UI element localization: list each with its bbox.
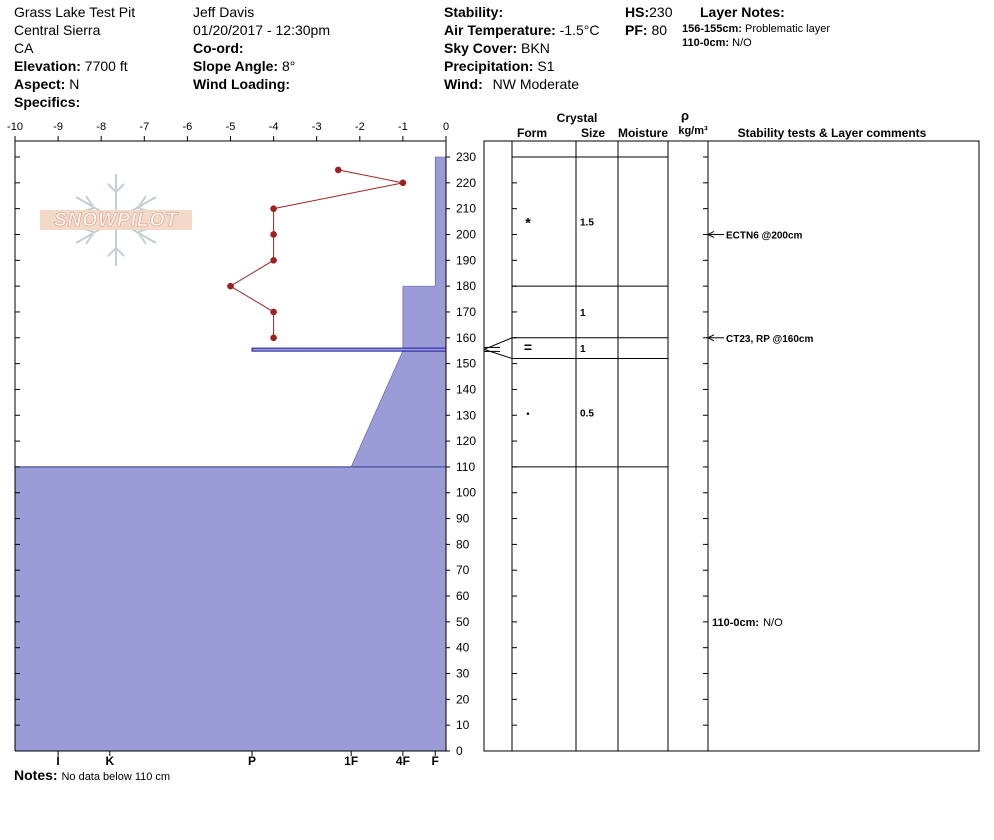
depth-tick-label: 30 <box>456 666 470 681</box>
grain-form-symbol: • <box>526 408 530 419</box>
state: CA <box>14 40 34 56</box>
notes <box>14 766 170 786</box>
stability-test-label: CT23, RP @160cm <box>726 333 814 345</box>
depth-tick-label: 40 <box>456 640 470 655</box>
snowpilot-logo <box>38 172 194 268</box>
depth-tick-label: 160 <box>456 330 477 345</box>
rho-header: ρ <box>680 108 690 123</box>
wind-value: NW Moderate <box>492 76 579 92</box>
layer-comment-text: N/O <box>763 616 783 629</box>
temperature-point <box>270 334 277 341</box>
hardness-tick-label: I <box>56 754 60 768</box>
weak-layer-bar <box>252 348 446 351</box>
temperature-point <box>270 231 277 238</box>
depth-tick-label: 90 <box>456 511 470 526</box>
layer-comment-range: 110-0cm: <box>712 616 760 629</box>
depth-tick-label: 20 <box>456 692 470 707</box>
specifics-label: Specifics: <box>14 94 81 110</box>
depth-tick-label: 210 <box>456 201 477 216</box>
temp-tick-label: -4 <box>268 121 279 133</box>
pf-label: PF: <box>625 22 648 38</box>
depth-tick-label: 170 <box>456 304 477 319</box>
depth-tick-label: 100 <box>456 485 477 500</box>
grain-form-symbol: * <box>525 214 531 231</box>
layer-note-range: 156-155cm: <box>682 23 742 35</box>
precip-label: Precipitation: <box>444 58 534 74</box>
aspect-value: N <box>69 76 80 92</box>
notes-label: Notes: <box>14 767 58 783</box>
depth-tick-label: 130 <box>456 408 477 423</box>
depth-tick-label: 0 <box>456 744 463 758</box>
sky-value: BKN <box>521 40 550 56</box>
depth-tick-label: 180 <box>456 279 477 294</box>
mountain-range: Central Sierra <box>14 22 101 38</box>
grain-size-label: 1.5 <box>580 217 594 229</box>
temp-tick-label: -10 <box>7 121 23 133</box>
temperature-point <box>270 205 277 212</box>
size-header: Size <box>580 126 606 140</box>
elevation-label: Elevation: <box>14 58 81 74</box>
layer-note-text: Problematic layer <box>745 23 830 35</box>
layer-table <box>484 108 979 751</box>
temp-tick-label: -7 <box>139 121 150 133</box>
hardness-tick-label: P <box>248 754 257 768</box>
moisture-header: Moisture <box>617 126 669 140</box>
temperature-point <box>400 180 407 187</box>
grain-size-label: 0.5 <box>580 408 594 420</box>
grain-size-label: 1 <box>580 307 586 319</box>
temp-tick-label: -1 <box>398 121 408 133</box>
density-unit-header: kg/m³ <box>678 125 708 137</box>
temp-tick-label: -3 <box>311 121 322 133</box>
temperature-point <box>270 309 277 316</box>
layer-connector <box>484 349 512 358</box>
temp-tick-label: -9 <box>53 121 63 133</box>
temp-tick-label: -2 <box>354 121 365 133</box>
depth-tick-label: 120 <box>456 434 477 449</box>
temperature-point <box>227 283 234 290</box>
elevation-value: 7700 ft <box>84 58 128 74</box>
temp-tick-label: 0 <box>442 121 450 133</box>
depth-tick-label: 110 <box>456 459 476 474</box>
observation-datetime: 01/20/2017 - 12:30pm <box>193 22 330 38</box>
slope-label: Slope Angle: <box>193 58 279 74</box>
observer: Jeff Davis <box>193 4 255 20</box>
temp-tick-label: -5 <box>225 121 236 133</box>
precip-value: S1 <box>537 58 555 74</box>
depth-tick-label: 190 <box>456 253 477 268</box>
grain-form-symbol: = <box>523 339 533 356</box>
stability-test-label: ECTN6 @200cm <box>726 230 803 242</box>
hardness-tick-label: K <box>105 754 115 768</box>
form-header: Form <box>517 126 547 140</box>
depth-tick-label: 220 <box>456 175 477 190</box>
hardness-tick-label: 4F <box>395 754 410 768</box>
depth-tick-label: 60 <box>456 589 470 604</box>
air-temp-value: -1.5°C <box>559 22 600 38</box>
pf-value: 80 <box>651 22 668 38</box>
temp-tick-label: -8 <box>96 121 107 133</box>
depth-tick-label: 230 <box>456 150 477 164</box>
air-temp-label: Air Temperature: <box>444 22 556 38</box>
temperature-point <box>335 167 342 174</box>
layer-note-text: N/O <box>732 37 752 49</box>
stability-header: Stability tests & Layer comments <box>737 126 927 140</box>
logo-text: SNOWPILOT <box>53 210 179 231</box>
layer-comment <box>712 617 783 629</box>
depth-tick-label: 80 <box>456 537 470 552</box>
slope-value: 8° <box>281 58 296 74</box>
aspect-label: Aspect: <box>14 76 66 92</box>
depth-tick-label: 50 <box>456 614 470 629</box>
coord-label: Co-ord: <box>193 40 244 56</box>
wind-label: Wind: <box>444 76 483 92</box>
temperature-line <box>231 170 403 338</box>
wind-loading-label: Wind Loading: <box>193 76 291 92</box>
notes-text: No data below 110 cm <box>61 771 171 783</box>
temp-tick-label: -6 <box>182 121 193 133</box>
hardness-tick-label: 1F <box>344 754 359 768</box>
depth-tick-label: 200 <box>456 227 477 242</box>
hs-value: 230 <box>649 4 673 20</box>
grain-size-label: 1 <box>580 344 586 356</box>
stability-label: Stability: <box>444 4 504 20</box>
site-name: Grass Lake Test Pit <box>14 4 136 20</box>
hs-label: HS: <box>625 4 650 20</box>
hardness-tick-label: F <box>431 754 439 768</box>
depth-tick-label: 70 <box>456 563 470 578</box>
depth-tick-label: 150 <box>456 356 477 371</box>
depth-tick-label: 10 <box>456 718 470 733</box>
sky-label: Sky Cover: <box>444 40 518 56</box>
temperature-point <box>270 257 277 264</box>
temperature-profile <box>227 167 406 341</box>
crystal-header: Crystal <box>556 111 598 125</box>
layer-notes-label: Layer Notes: <box>700 4 785 20</box>
layer-note-range: 110-0cm: <box>682 37 730 49</box>
depth-tick-label: 140 <box>456 382 477 397</box>
